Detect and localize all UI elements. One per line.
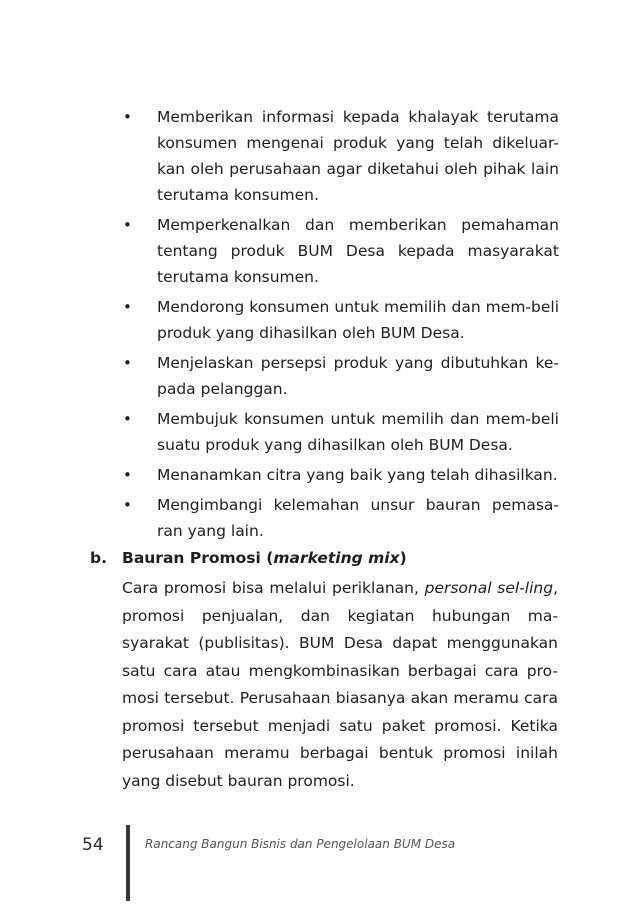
bullet-item [119,212,559,290]
footer-divider [126,825,130,901]
bullet-item [119,104,559,208]
section-paragraph [122,575,558,795]
bullet-item [119,294,559,346]
bullet-item [119,350,559,402]
section-title-end: ) [399,549,407,567]
bullet-list [119,104,559,544]
bullet-symbol: • [123,496,132,514]
bullet-text: Menjelaskan persepsi produk yang dibutuhkan ke-pada pelanggan. [157,354,559,398]
bullet-text: Membujuk konsumen untuk memilih dan mem-beli suatu produk yang dihasilkan oleh BUM Desa. [157,410,559,454]
bullet-symbol: • [123,298,132,316]
bullet-text: Memperkenalkan dan memberikan pemahaman tentang produk BUM Desa kepada masyarakat terutama konsumen. [157,216,559,286]
bullet-text: Memberikan informasi kepada khalayak terutama konsumen mengenai produk yang telah dikeluar-kan oleh perusahaan agar diketahui oleh pihak lain terutama konsumen. [157,108,559,204]
section-promotion-mix [90,545,560,795]
bullet-item [119,406,559,458]
section-title [122,545,407,571]
bullet-symbol: • [123,410,132,428]
page-footer [0,825,638,905]
section-title-italic: marketing mix [273,549,400,567]
page-number: 54 [82,835,104,855]
section-letter: b. [90,549,107,567]
section-title-main: Bauran Promosi ( [122,549,274,567]
bullet-text: Mendorong konsumen untuk memilih dan mem-beli produk yang dihasilkan oleh BUM Desa. [157,298,559,342]
bullet-symbol: • [123,354,132,372]
bullet-item [119,492,559,544]
bullet-item [119,462,559,488]
paragraph-italic-term: personal sel-ling [424,579,554,597]
bullet-symbol: • [123,216,132,234]
paragraph-part-2: , promosi penjualan, dan kegiatan hubungan ma-syarakat (publisitas). BUM Desa dapat menggunakan satu cara atau mengkombinasikan berbagai cara pro-mosi tersebut. Perusahaan biasanya akan meramu cara promosi tersebut menjadi satu paket promosi. Ketika perusahaan meramu berbagai bentuk promosi inilah yang disebut bauran promosi. [122,579,558,790]
bullet-symbol: • [123,108,132,126]
bullet-text: Mengimbangi kelemahan unsur bauran pemasa-ran yang lain. [157,496,559,540]
running-title: Rancang Bangun Bisnis dan Pengelolaan BUM Desa [145,837,456,851]
bullet-symbol: • [123,466,132,484]
section-heading [90,545,560,571]
paragraph-part-1: Cara promosi bisa melalui periklanan, [122,579,425,597]
bullet-text: Menanamkan citra yang baik yang telah dihasilkan. [157,466,558,484]
